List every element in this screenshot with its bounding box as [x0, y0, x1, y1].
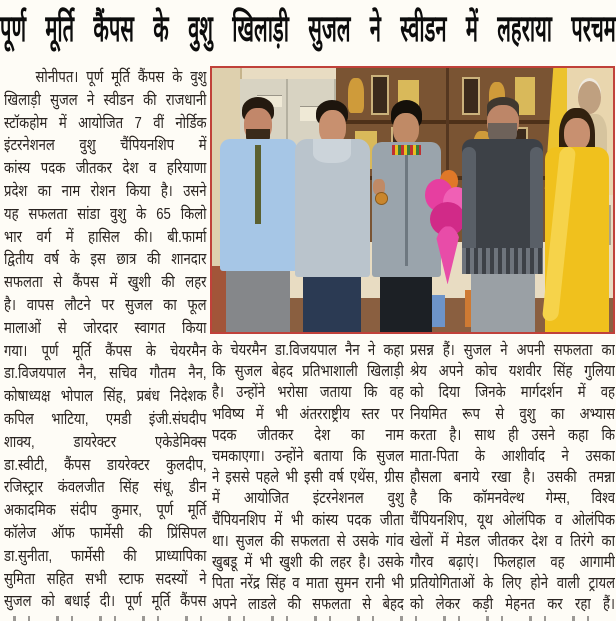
person-face — [564, 118, 590, 150]
article-text-line: पदक जीतकर देश का नाम — [212, 426, 404, 444]
article-text-line: डा.सुनीता, फार्मेसी की प्राध्यापिका — [4, 547, 207, 565]
person-legs — [303, 277, 361, 332]
article-text-line: खिलाड़ी सुजल ने स्वीडन की राजधानी — [4, 91, 207, 109]
article-text-line: यह सफलता सांडा वुशु के 65 किलो — [4, 205, 207, 223]
article-text-line: ने इससे पहले भी इसी वर्ष एथेंस, ग्रीस — [212, 469, 404, 487]
article-text-line: कपिल भाटिया, एमडी इंजी.संघदीप — [4, 410, 207, 428]
article-text-line: भविष्य में भी अंतरराष्ट्रीय स्तर पर — [212, 405, 404, 423]
medal-ribbon — [392, 145, 421, 156]
article-text-line: करता है। साथ ही उसने कहा कि — [410, 426, 615, 444]
person-tie — [255, 145, 261, 224]
photo-person-5-yellow-suit — [543, 68, 611, 332]
article-text-line: गया। पूर्ण मूर्ति कैंपस के चेयरमैन — [4, 342, 207, 360]
person-face — [393, 113, 419, 145]
photo-person-2-grey-hoodie — [294, 68, 370, 332]
article-text-line: भार वर्ग में हासिल की। बी.फार्मा — [4, 228, 207, 246]
article-column-right — [410, 340, 615, 618]
article-text-line: मालाओं से जोरदार स्वागत किया — [4, 319, 207, 337]
article-text-line: स्टॉकहोम में आयोजित 7 वीं नोर्डिक — [4, 114, 207, 132]
article-text-line: था। सुजल की सफलता से उसके गांव — [212, 532, 404, 550]
bouquet-wrap — [434, 226, 462, 284]
person-legs — [471, 274, 535, 332]
article-text-line: अपने लाडले की सफलता से बेहद — [212, 596, 404, 614]
article-text-line: है। वापस लौटने पर सुजल का फूल — [4, 296, 207, 314]
article-text-line: के चेयरमैन डा.विजयपाल नैन ने कहा — [212, 342, 404, 359]
article-text-line: है। उन्होंने भरोसा जताया कि वह — [212, 384, 404, 402]
article-text-line: इंटरनेशनल वुशु चैंपियनशिप में — [4, 137, 207, 155]
article-text-line: सफलता से कैंपस में खुशी की लहर — [4, 274, 207, 292]
person-legs — [226, 271, 290, 332]
article-text-line: कोषाध्यक्ष भोपाल सिंह, प्रबंध निदेशक — [4, 388, 207, 406]
article-text-line: प्रदेश का नाम रोशन किया है। उसने — [4, 182, 207, 200]
person-legs — [380, 277, 432, 332]
article-text-line: में आयोजित इंटरनेशनल वुशु — [212, 490, 404, 508]
article-text-line: प्रसन्न हैं। सुजल ने अपनी सफलता का — [410, 342, 615, 359]
article-column-left — [4, 67, 207, 616]
article-text-line: को दिया जिनके मार्गदर्शन में वह — [410, 384, 615, 402]
article-text-line: माता-पिता के आशीर्वाद ने उसका — [410, 448, 615, 466]
article-column-right-text — [410, 340, 615, 616]
article-text-line: गौरव बढ़ाएं। फिलहाल वह आगामी — [410, 554, 615, 572]
article-text-line: हौसला बनाये रखा है। उसकी तमन्ना — [410, 469, 615, 487]
article-text-line: सुमिता सहित सभी स्टाफ सदस्यों ने — [4, 570, 207, 588]
photo-person-4-dark-vest — [461, 68, 545, 332]
article-text-line: डा.स्वीटी, कैंपस डायरेक्टर कुलदीप, — [4, 456, 207, 474]
article-text-line: कॉलेज ऑफ फार्मेसी की प्रिंसिपल — [4, 524, 207, 542]
article-text-line: खुबडू में भी खुशी की लहर है। उसके — [212, 554, 404, 572]
hoodie-collar — [313, 139, 351, 163]
article-text-line: अकादमिक संदीप कुमार, पूर्ण मूर्ति — [4, 502, 207, 520]
article-column-middle — [212, 340, 404, 618]
article-text-line: श्रेय अपने कोच यशवीर सिंह गुलिया — [410, 363, 615, 381]
cut-off-next-line-artifact — [2, 616, 614, 621]
news-photo — [210, 66, 615, 334]
article-text-line: खेलों में मेडल जीतकर देश व तिरंगे का — [410, 532, 615, 550]
headline — [0, 0, 616, 60]
jacket-zip — [405, 147, 408, 266]
article-text-line: चैंपियनशिप में भी कांस्य पदक जीता — [212, 511, 404, 529]
article-text-line: पिता नरेंद्र सिंह व माता सुमन रानी भी — [212, 575, 404, 593]
article-text-line: चैंपियनशिप, यूथ ओलंपिक व ओलंपिक — [410, 511, 615, 529]
article-column-middle-text — [212, 340, 404, 616]
photo-person-1-blue-shirt — [218, 68, 298, 332]
article-text-line: रजिस्ट्रार कंवलजीत सिंह संधू, डीन — [4, 479, 207, 497]
article-text-line: है कि कॉमनवेल्थ गेम्स, विश्व — [410, 490, 615, 508]
article-text-line: कांस्य पदक जीतकर देश व हरियाणा — [4, 160, 207, 178]
article-text-line: चमकाएगा। उन्होंने बताया कि सुजल — [212, 448, 404, 466]
article-text-line: कि सुजल बेहद प्रतिभाशाली खिलाड़ी — [212, 363, 404, 381]
article-column-left-text — [4, 67, 207, 614]
article-text-line: शाक्य, डायरेक्टर एकेडेमिक्स — [4, 433, 207, 451]
article-text-line: को लेकर कड़ी मेहनत कर रहा हैं। — [410, 596, 615, 614]
photo-scene — [212, 68, 613, 332]
vest-knit-band — [462, 248, 543, 274]
article-text-line: नियमित रूप से वुशु का अभ्यास — [410, 405, 615, 423]
article-text-line: प्रतियोगिताओं के लिए होने वाली ट्रायल — [410, 575, 615, 593]
bronze-medal — [375, 192, 388, 205]
article-text-line: द्वितीय वर्ष के इस छात्र की शानदार — [4, 251, 207, 269]
headline-text: पूर्ण मूर्ति कैंपस के वुशु खिलाड़ी सुजल ने स्वीडन में लहराया परचम — [0, 8, 616, 49]
article-text-line: सुजल को बधाई दी। पूर्ण मूर्ति कैंपस — [4, 593, 207, 611]
article-text-line: सोनीपत। पूर्ण मूर्ति कैंपस के वुशु — [35, 69, 207, 86]
article-text-line: डा.विजयपाल नैन, सचिव गौतम नैन, — [4, 365, 207, 383]
